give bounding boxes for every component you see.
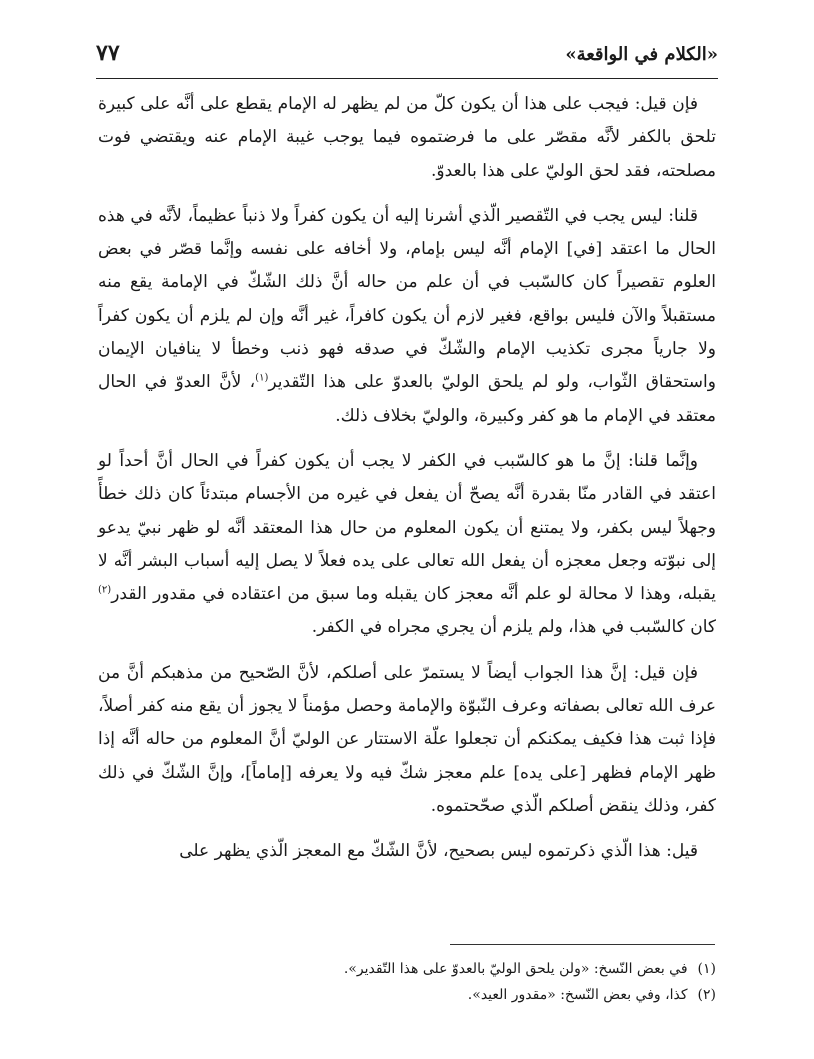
running-title: «الكلام في الواقعة» <box>565 44 718 65</box>
page-header <box>96 38 718 79</box>
paragraph-2: قلنا: ليس يجب في التّقصير الّذي أشرنا إليه أن يكون كفراً ولا ذنباً عظيماً، لأنَّه في هذه الحال ما اعتقد [في] الإمام أنَّه ليس بإمام، ولا أخافه على نفسه وإنَّما قصّر في بعض العلوم تقصيراً كان كالسّبب في أن علم من حاله أنَّ ذلك الشّكّ في الإمامة يقع منه مستقبلاً والآن فليس بواقع، فغير لازم أن يكون كافراً، غير أنَّه وإن لم يلزم أن يكون كفراً ولا جارياً مجرى تكذيب الإمام والشّكّ في صدقه فهو ذنب وخطأ لا ينافيان الإيمان واستحقاق الثّواب، ولو لم يلحق الوليّ بالعدوّ على هذا التّقدير$^{(١)}$، لأنَّ العدوّ في الحال معتقد في الإمام ما هو كفر وكبيرة، والوليّ بخلاف ذلك. <box>98 205 716 426</box>
paragraph-1: فإن قيل: فيجب على هذا أن يكون كلّ من لم يظهر له الإمام يقطع على أنَّه على كبيرة تلحق بالكفر لأنَّه مقصّر على ما فرضتموه فيما يوجب غيبة الإمام عنه ويقتضي فوت مصلحته، فقد لحق الوليّ على هذا بالعدوّ. <box>98 94 716 181</box>
paragraph-5: قيل: هذا الّذي ذكرتموه ليس بصحيح، لأنَّ الشّكّ مع المعجز الّذي يظهر على <box>179 841 698 862</box>
footnote-divider <box>450 944 715 945</box>
paragraph-4: فإن قيل: إنَّ هذا الجواب أيضاً لا يستمرّ على أصلكم، لأنَّ الصّحيح من مذهبكم أنَّ من عرف الله تعالى بصفاته وعرف النّبوّة والإمامة وحصل مؤمناً لا يجوز أن يقع منه كفر أصلاً، فإذا ثبت هذا فكيف يمكنكم أن تجعلوا علّة الاستتار عن الوليّ أنَّ المعلوم من حاله أنَّه إذا ظهر الإمام فظهر [على يده] علم معجز شكّ فيه ولا يعرفه [إماماً]، وإنَّ الشّكّ في ذلك كفر، وذلك ينقض أصلكم الّذي صحّحتموه. <box>98 662 716 816</box>
footnote-ref-2: (٢) <box>98 584 112 596</box>
footnote-1: (١)في بعض النّسخ: «ولن يلحق الوليّ بالعدوّ على هذا التّقدير». <box>343 961 716 977</box>
footnote-2: (٢)كذا، وفي بعض النّسخ: «مقدور العيد». <box>467 987 716 1003</box>
page-number: ٧٧ <box>96 40 120 66</box>
footnotes <box>98 956 716 1008</box>
paragraph-3: وإنَّما قلنا: إنَّ ما هو كالسّبب في الكفر لا يجب أن يكون كفراً في الحال أنَّ أحداً لو اعتقد في القادر منّا بقدرة أنَّه يصحّ أن يفعل في غيره من الأجسام مبتدئاً كان ذلك خطأً وجهلاً ليس بكفر، ولا يمتنع أن يكون المعلوم من حال هذا المعتقد أنَّه لو ظهر نبيّ يدعو إلى نبوّته وجعل معجزه أن يفعل الله تعالى على يده فعلاً لا يصل إليه أسباب البشر أنَّه لا يقبله، وهذا لا محالة لو علم أنَّه معجز كان يقبله وما سبق من اعتقاده في مقدور القدر$^{(٢)}$ كان كالسّبب في هذا، ولم يلزم أن يجري مجراه في الكفر. <box>98 450 716 638</box>
main-text <box>98 88 716 881</box>
footnote-ref-1: (١) <box>255 372 269 384</box>
